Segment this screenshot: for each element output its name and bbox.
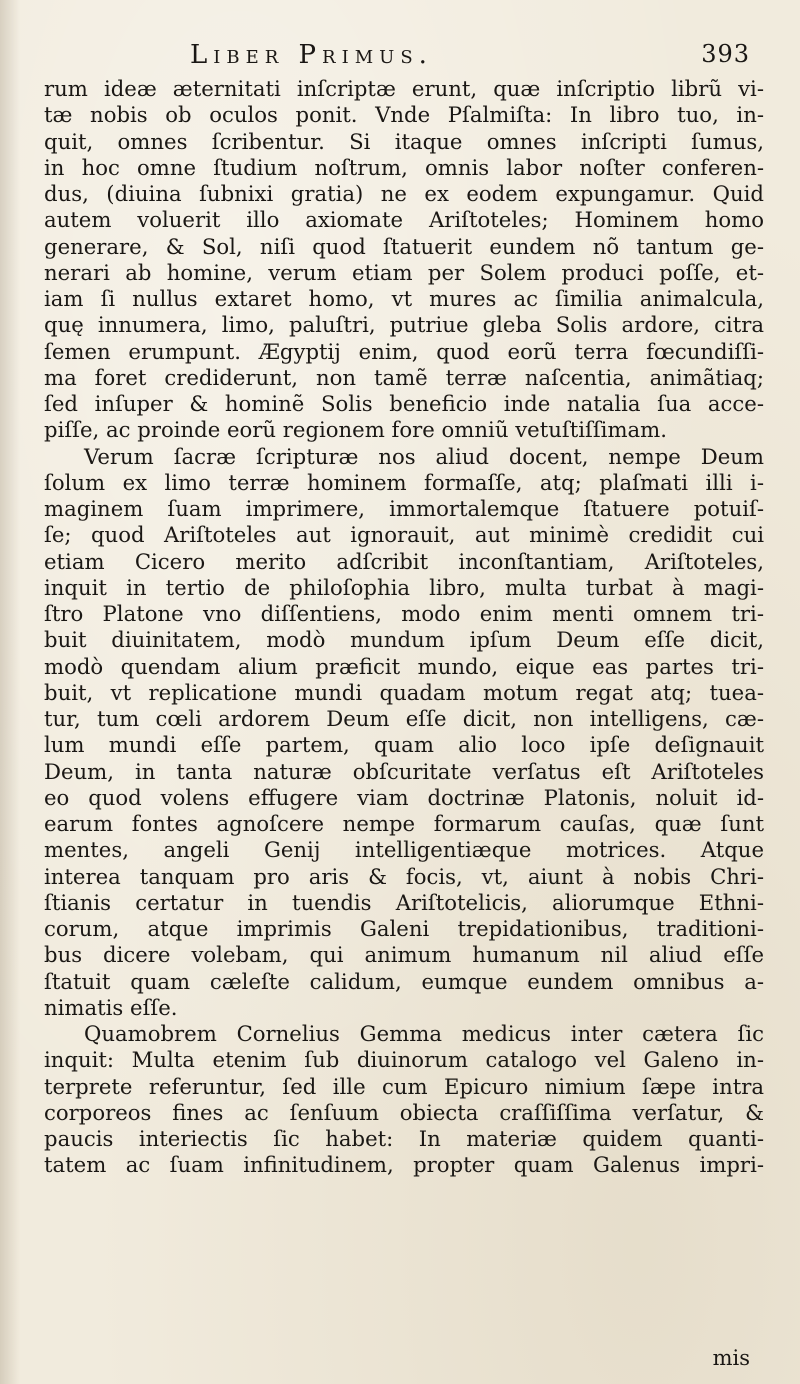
catchword: mis [712,1346,750,1370]
running-head [190,40,750,80]
text-line: ſed inſuper & hominẽ Solis beneficio inde natalia ſua acce- [44,391,764,416]
running-head-title: Liber Primus. [190,40,433,70]
text-line: dus, (diuina ſubnixi gratia) ne ex eodem expungamur. Quid [44,181,764,206]
text-line: inquit: Multa etenim ſub diuinorum catalogo vel Galeno in- [44,1047,764,1073]
text-line: corum, atque imprimis Galeni trepidationibus, traditioni- [44,916,764,941]
text-line: quę innumera, limo, paluſtri, putriue gleba Solis ardore, citra [44,312,764,338]
paragraph-start-line: Verum ſacræ ſcripturæ nos aliud docent, nempe Deum [84,443,764,469]
text-line: tatem ac ſuam infinitudinem, propter quam Galenus impri- [44,1152,764,1178]
binding-shadow [0,0,20,1384]
text-line: piſſe, ac proinde eorũ regionem fore omniũ vetuſtiſſimam. [44,417,668,443]
text-line: in hoc omne ſtudium noſtrum, omnis labor noſter conferen- [44,154,764,180]
text-line: autem voluerit illo axiomate Ariſtoteles; Hominem homo [44,207,764,233]
text-line: ſolum ex limo terræ hominem formaſſe, atq; plaſmati illi i- [44,469,764,495]
text-line: ma foret crediderunt, non tamẽ terræ naſcentia, animãtiaq; [44,364,764,390]
text-line: earum fontes agnoſcere nempe formarum cauſas, quæ ſunt [44,811,764,836]
text-line: maginem ſuam imprimere, immortalemque ſtatuere potuiſ- [44,496,764,521]
text-line: ſtianis certatur in tuendis Ariſtotelicis, aliorumque Ethni- [44,889,764,915]
text-line: quit, omnes ſcribentur. Si itaque omnes inſcripti ſumus, [44,128,764,154]
text-line: ſtro Platone vno diſſentiens, modo enim menti omnem tri- [44,601,764,626]
text-line: buit diuinitatem, modò mundum ipſum Deum eſſe dicit, [44,627,764,653]
text-line: rum ideæ æternitati inſcriptæ erunt, quæ inſcriptio librũ vi- [44,76,764,101]
body-text [44,76,764,1179]
text-line: generare, & Sol, niſi quod ſtatuerit eundem nõ tantum ge- [44,233,764,259]
text-line: ſe; quod Ariſtoteles aut ignorauit, aut minimè credidit cui [44,522,764,548]
text-line: inquit in tertio de philoſophia libro, multa turbat à magi- [44,574,764,600]
text-line: iam ſi nullus extaret homo, vt mures ac ſimilia animalcula, [44,286,764,311]
text-line: modò quendam alium præficit mundo, eique eas partes tri- [44,653,764,679]
text-line: ſtatuit quam cæleſte calidum, eumque eundem omnibus a- [44,968,764,994]
text-line: tæ nobis ob oculos ponit. Vnde Pſalmiſta: In libro tuo, in- [44,102,764,128]
text-line: tur, tum cœli ardorem Deum eſſe dicit, non intelligens, cæ- [44,706,764,731]
text-line: ſemen erumpunt. Ægyptij enim, quod eorũ terra fœcundiſſi- [44,338,764,364]
text-line: terprete referuntur, ſed ille cum Epicuro nimium ſæpe intra [44,1073,764,1099]
text-line: etiam Cicero merito adſcribit inconſtantiam, Ariſtoteles, [44,548,764,574]
text-line: nimatis eſſe. [44,994,178,1020]
paragraph-start-line: Quamobrem Cornelius Gemma medicus inter cætera ſic [84,1021,764,1046]
text-line: nerari ab homine, verum etiam per Solem produci poſſe, et- [44,259,764,285]
text-line: lum mundi eſſe partem, quam alio loco ipſe deſignauit [44,732,764,758]
page-number: 393 [701,40,750,68]
text-line: Deum, in tanta naturæ obſcuritate verſatus eſt Ariſtoteles [44,758,764,784]
text-line: bus dicere volebam, qui animum humanum nil aliud eſſe [44,942,764,968]
text-line: paucis interiectis ſic habet: In materiæ quidem quanti- [44,1126,764,1151]
text-line: buit, vt replicatione mundi quadam motum regat atq; tuea- [44,679,764,705]
text-line: interea tanquam pro aris & focis, vt, aiunt à nobis Chri- [44,863,764,889]
text-line: mentes, angeli Genij intelligentiæque motrices. Atque [44,837,764,863]
text-line: corporeos fines ac ſenſuum obiecta craſſiſſima verſatur, & [44,1099,764,1125]
text-line: eo quod volens effugere viam doctrinæ Platonis, noluit id- [44,784,764,810]
